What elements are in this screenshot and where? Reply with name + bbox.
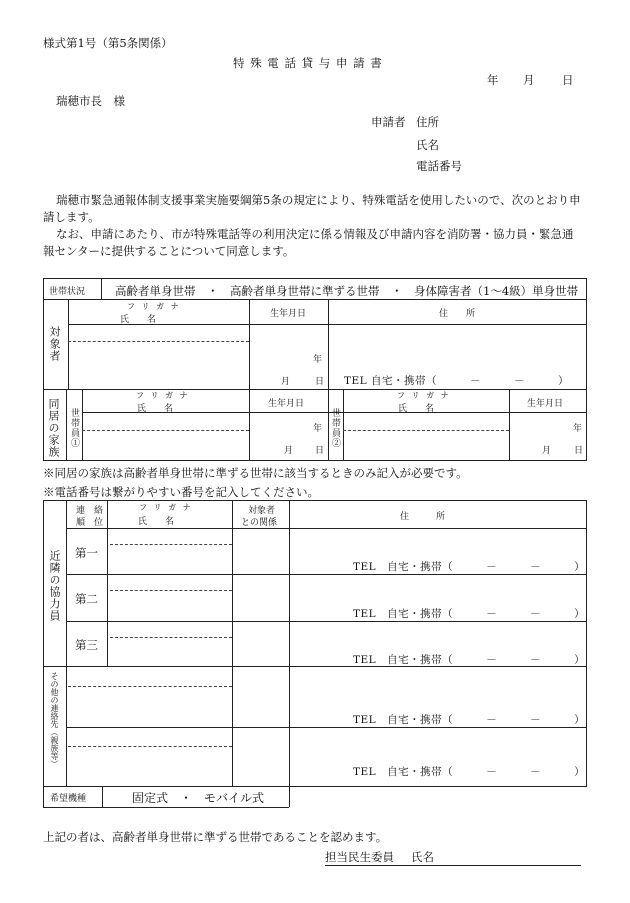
applicant-phone-label: 電話番号: [416, 159, 462, 173]
contact-address-header: 住 所: [400, 512, 446, 522]
target-furigana-header: フ リ ガ ナ: [127, 302, 181, 311]
certification-text: 上記の者は、高齢者単身世帯に準ずる世帯であることを認めます。: [43, 830, 388, 844]
commissioner-name-label: 氏名: [411, 850, 434, 864]
family1-furigana-header: フ リ ガ ナ: [136, 391, 190, 400]
family1-birthdate-header: 生年月日: [268, 399, 305, 409]
intro-line-3: なお、申請にあたり、市が特殊電話等の利用決定に係る情報及び申請内容を消防署・協力員・緊急通: [56, 227, 574, 241]
device-options[interactable]: 固定式 ・ モバイル式: [132, 791, 265, 805]
family-label: 同居の家族: [47, 398, 60, 458]
contact-order-header-2: 順 位: [76, 518, 104, 528]
cooperator-label: 近隣の協力員: [48, 550, 61, 622]
contact-relation-header-1: 対象者: [248, 506, 276, 516]
cooperator-first-label: 第一: [75, 546, 98, 560]
family2-furigana-header: フ リ ガ ナ: [397, 391, 451, 400]
family2-birth-month: 月: [542, 446, 552, 456]
cooperator-third-label: 第三: [75, 638, 98, 652]
cooperator-first-tel[interactable]: TEL 自宅・携帯（ － － ）: [353, 561, 586, 573]
intro-line-2: 請します。: [43, 210, 100, 224]
signature-line[interactable]: [325, 865, 581, 866]
family-member-2-label: 世帯員②: [330, 408, 340, 448]
target-address-header: 住 所: [439, 309, 476, 319]
addressee: 瑞穂市長 様: [56, 94, 125, 108]
device-label: 希望機種: [50, 794, 87, 804]
family1-birth-year: 年: [313, 424, 323, 434]
status-options[interactable]: 高齢者単身世帯 ・ 高齢者単身世帯に準ずる世帯 ・ 身体障害者（1～4級）単身世帯: [115, 284, 579, 298]
applicant-address-label: 住所: [416, 115, 439, 129]
contact-relation-header-2: との関係: [241, 518, 278, 528]
family2-birth-year: 年: [573, 424, 583, 434]
family2-birthdate-header: 生年月日: [527, 399, 564, 409]
applicant-name-label: 氏名: [416, 138, 439, 152]
cooperator-third-tel[interactable]: TEL 自宅・携帯（ － － ）: [353, 654, 586, 666]
family2-birth-day: 日: [574, 446, 584, 456]
other-contact-2-tel[interactable]: TEL 自宅・携帯（ － － ）: [353, 766, 586, 778]
family2-name-header: 氏 名: [398, 404, 435, 414]
family1-birth-day: 日: [315, 446, 325, 456]
cooperator-second-label: 第二: [75, 592, 98, 606]
target-birth-month: 月: [281, 377, 291, 387]
contact-name-header: 氏 名: [138, 517, 175, 527]
note-phone: ※電話番号は繋がりやすい番号を記入してください。: [43, 485, 319, 499]
note-family: ※同居の家族は高齢者単身世帯に準ずる世帯に該当するときのみ記入が必要です。: [43, 466, 468, 480]
status-label: 世帯状況: [49, 287, 86, 297]
page-title: 特 殊 電 話 貸 与 申 請 書: [233, 56, 383, 70]
intro-line-4: 報センターに提供することについて同意します。: [43, 244, 295, 258]
target-label: 対象者: [48, 326, 61, 362]
target-birth-day: 日: [315, 377, 325, 387]
contact-furigana-header: フ リ ガ ナ: [139, 503, 193, 512]
family1-name-header: 氏 名: [137, 404, 174, 414]
target-tel[interactable]: TEL 自宅・携帯（ － － ）: [344, 375, 569, 387]
target-name-header: 氏 名: [120, 315, 157, 325]
date-year: 年: [487, 73, 499, 87]
applicant-label: 申請者: [371, 115, 406, 129]
intro-line-1: 瑞穂市緊急通報体制支援事業実施要綱第5条の規定により、特殊電話を使用したいので、次のとおり申: [56, 193, 581, 207]
target-birthdate-header: 生年月日: [270, 309, 307, 319]
date-day: 日: [562, 73, 574, 87]
other-contact-1-tel[interactable]: TEL 自宅・携帯（ － － ）: [353, 714, 586, 726]
target-birth-year: 年: [313, 355, 323, 365]
cooperator-second-tel[interactable]: TEL 自宅・携帯（ － － ）: [353, 608, 586, 620]
contact-order-header-1: 連 絡: [76, 506, 104, 516]
form-number: 様式第1号（第5条関係）: [43, 36, 173, 50]
date-month: 月: [523, 73, 535, 87]
family-member-1-label: 世帯員①: [69, 408, 79, 448]
family1-birth-month: 月: [284, 446, 294, 456]
commissioner-label: 担当民生委員: [325, 850, 394, 864]
other-contacts-label: その他の連絡先（親族等）: [50, 672, 59, 768]
